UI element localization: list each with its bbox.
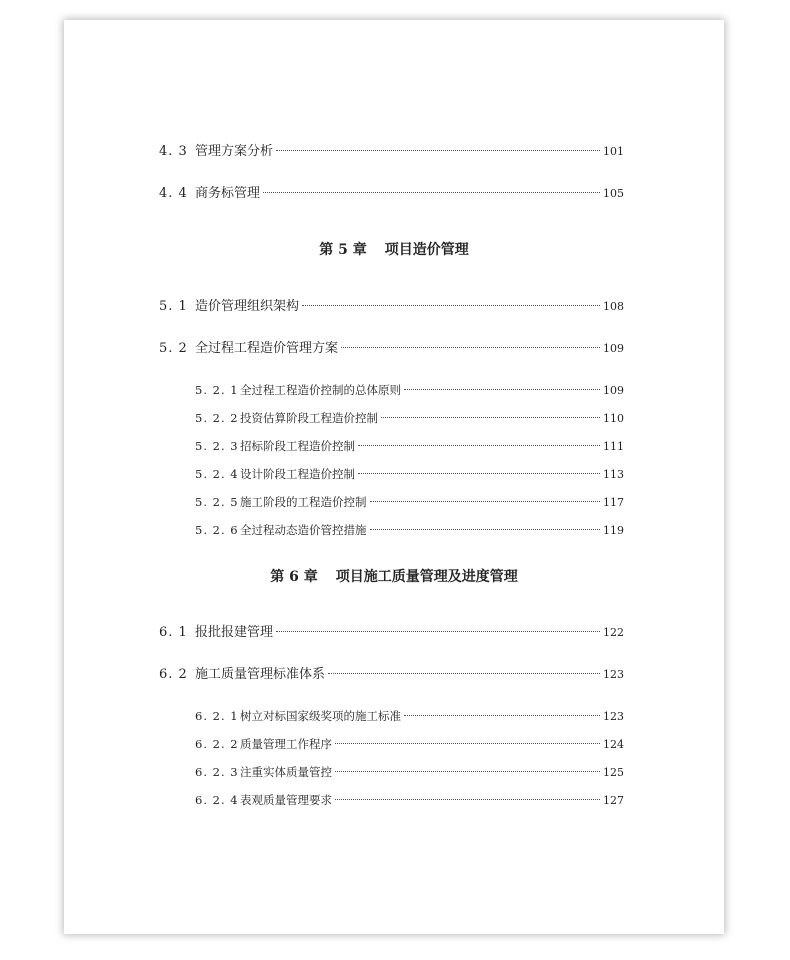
toc-entry-6-2[interactable] — [159, 665, 624, 685]
toc-entry-6-1[interactable] — [159, 623, 624, 643]
page-number: 119 — [603, 524, 624, 537]
toc-entry-6-2-2[interactable] — [195, 734, 624, 754]
section-number: 5. 1 — [159, 299, 188, 314]
section-number: 5. 2. 3 — [195, 439, 239, 453]
page-number: 109 — [603, 342, 624, 355]
section-number: 6. 2 — [159, 667, 188, 682]
leader-dots — [341, 347, 600, 348]
section-title: 报批报建管理 — [195, 625, 274, 640]
toc-entry-5-2-3[interactable] — [195, 436, 624, 456]
section-number: 4. 4 — [159, 186, 188, 201]
section-number: 5. 2. 5 — [195, 495, 239, 509]
leader-dots — [370, 501, 601, 502]
section-number: 5. 2 — [159, 341, 188, 356]
leader-dots — [358, 445, 600, 446]
section-title: 施工阶段的工程造价控制 — [240, 495, 367, 509]
section-title: 商务标管理 — [195, 186, 261, 201]
page-number: 108 — [603, 300, 624, 313]
section-title: 全过程工程造价管理方案 — [195, 341, 339, 356]
section-title: 管理方案分析 — [195, 144, 274, 159]
page-number: 101 — [603, 145, 624, 158]
leader-dots — [328, 673, 600, 674]
section-title: 设计阶段工程造价控制 — [240, 467, 355, 481]
document-page — [64, 20, 724, 934]
section-number: 5. 2. 1 — [195, 383, 239, 397]
page-number: 111 — [603, 440, 624, 453]
section-title: 施工质量管理标准体系 — [195, 667, 326, 682]
section-title: 表观质量管理要求 — [240, 793, 332, 807]
leader-dots — [404, 389, 600, 390]
section-number: 5. 2. 2 — [195, 411, 239, 425]
section-number: 6. 2. 1 — [195, 709, 239, 723]
toc-entry-5-2[interactable] — [159, 339, 624, 359]
section-number: 6. 2. 3 — [195, 765, 239, 779]
page-number: 127 — [603, 794, 624, 807]
section-title: 树立对标国家级奖项的施工标准 — [240, 709, 401, 723]
leader-dots — [370, 529, 601, 530]
toc-entry-5-1[interactable] — [159, 297, 624, 317]
section-title: 招标阶段工程造价控制 — [240, 439, 355, 453]
leader-dots — [358, 473, 600, 474]
toc-entry-5-2-2[interactable] — [195, 408, 624, 428]
page-number: 105 — [603, 187, 624, 200]
section-number: 6. 1 — [159, 625, 188, 640]
section-number: 6. 2. 2 — [195, 737, 239, 751]
leader-dots — [302, 305, 600, 306]
leader-dots — [263, 192, 600, 193]
toc-entry-6-2-1[interactable] — [195, 706, 624, 726]
chapter-title: 项目造价管理 — [384, 242, 469, 258]
leader-dots — [276, 631, 600, 632]
toc-entry-5-2-4[interactable] — [195, 464, 624, 484]
page-number: 124 — [603, 738, 624, 751]
section-title: 全过程动态造价管控措施 — [240, 523, 367, 537]
page-number: 109 — [603, 384, 624, 397]
section-title: 投资估算阶段工程造价控制 — [240, 411, 378, 425]
page-number: 113 — [603, 468, 624, 481]
chapter-heading-5 — [64, 239, 724, 261]
chapter-label: 第 5 章 — [319, 242, 367, 258]
toc-entry-4-4[interactable] — [159, 184, 624, 204]
section-title: 造价管理组织架构 — [195, 299, 300, 314]
leader-dots — [335, 743, 600, 744]
section-number: 4. 3 — [159, 144, 188, 159]
section-number: 5. 2. 4 — [195, 467, 239, 481]
toc-entry-6-2-3[interactable] — [195, 762, 624, 782]
toc-entry-5-2-5[interactable] — [195, 492, 624, 512]
page-number: 117 — [603, 496, 624, 509]
section-number: 5. 2. 6 — [195, 523, 239, 537]
leader-dots — [335, 799, 600, 800]
page-number: 125 — [603, 766, 624, 779]
page-number: 110 — [603, 412, 624, 425]
page-number: 123 — [603, 668, 624, 681]
leader-dots — [276, 150, 600, 151]
chapter-title: 项目施工质量管理及进度管理 — [335, 569, 518, 585]
page-number: 122 — [603, 626, 624, 639]
leader-dots — [381, 417, 600, 418]
section-title: 质量管理工作程序 — [240, 737, 332, 751]
page-number: 123 — [603, 710, 624, 723]
section-title: 注重实体质量管控 — [240, 765, 332, 779]
toc-entry-5-2-6[interactable] — [195, 520, 624, 540]
leader-dots — [404, 715, 600, 716]
toc-entry-6-2-4[interactable] — [195, 790, 624, 810]
section-title: 全过程工程造价控制的总体原则 — [240, 383, 401, 397]
toc-entry-5-2-1[interactable] — [195, 380, 624, 400]
leader-dots — [335, 771, 600, 772]
chapter-heading-6 — [64, 566, 724, 588]
section-number: 6. 2. 4 — [195, 793, 239, 807]
chapter-label: 第 6 章 — [270, 569, 318, 585]
toc-entry-4-3[interactable] — [159, 142, 624, 162]
